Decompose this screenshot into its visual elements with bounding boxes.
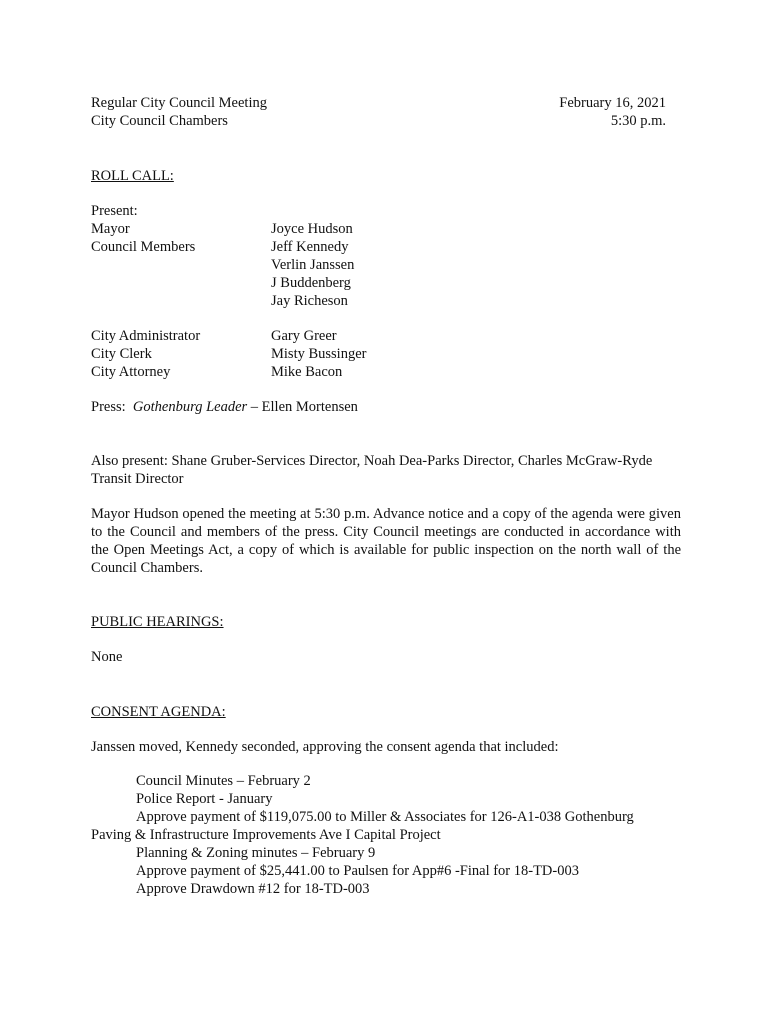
staff-role: City Administrator xyxy=(91,328,201,344)
staff-role: City Attorney xyxy=(91,364,171,380)
public-hearings-body: None xyxy=(91,649,123,665)
staff-name: Gary Greer xyxy=(271,328,337,344)
press-line xyxy=(91,398,358,416)
mayor-name: Joyce Hudson xyxy=(271,221,353,237)
consent-agenda-item: Planning & Zoning minutes – February 9 xyxy=(136,845,376,861)
present-label: Present: xyxy=(91,203,138,219)
staff-name: Misty Bussinger xyxy=(271,346,367,362)
meeting-location: City Council Chambers xyxy=(91,113,228,129)
council-members-label: Council Members xyxy=(91,239,196,255)
consent-agenda-item: Approve payment of $25,441.00 to Paulsen for App#6 -Final for 18-TD-003 xyxy=(136,863,579,879)
mayor-label: Mayor xyxy=(91,221,130,237)
public-hearings-heading: PUBLIC HEARINGS: xyxy=(91,614,224,630)
press-reporter: – Ellen Mortensen xyxy=(247,399,358,415)
press-label: Press: xyxy=(91,399,126,415)
consent-agenda-item: Approve Drawdown #12 for 18-TD-003 xyxy=(136,881,370,897)
meeting-date: February 16, 2021 xyxy=(559,95,666,111)
consent-agenda-item: Police Report - January xyxy=(136,791,273,807)
consent-agenda-item-continued: Paving & Infrastructure Improvements Ave I Capital Project xyxy=(91,827,441,843)
consent-agenda-motion: Janssen moved, Kennedy seconded, approving the consent agenda that included: xyxy=(91,739,559,755)
press-outlet: Gothenburg Leader xyxy=(132,399,248,415)
also-present-paragraph: Also present: Shane Gruber-Services Director, Noah Dea-Parks Director, Charles McGraw-Ryde Transit Director xyxy=(91,453,653,487)
council-member-name: Verlin Janssen xyxy=(271,257,355,273)
consent-agenda-heading: CONSENT AGENDA: xyxy=(91,704,226,720)
meeting-type: Regular City Council Meeting xyxy=(91,95,267,111)
opening-paragraph: Mayor Hudson opened the meeting at 5:30 p.m. Advance notice and a copy of the agenda were given to the Council and members of the press. City Council meetings are conducted in accordance with the Open Meetings Act, a copy of which is available for public inspection on the north wall of the Council Chambers. xyxy=(91,506,681,576)
meeting-time: 5:30 p.m. xyxy=(610,113,666,129)
council-member-name: Jeff Kennedy xyxy=(271,239,349,255)
consent-agenda-item: Approve payment of $119,075.00 to Miller & Associates for 126-A1-038 Gothenburg xyxy=(136,809,634,825)
roll-call-heading: ROLL CALL: xyxy=(91,168,174,184)
staff-role: City Clerk xyxy=(91,346,152,362)
council-member-name: J Buddenberg xyxy=(271,275,351,291)
council-member-name: Jay Richeson xyxy=(271,293,348,309)
consent-agenda-item: Council Minutes – February 2 xyxy=(136,773,311,789)
staff-name: Mike Bacon xyxy=(271,364,343,380)
